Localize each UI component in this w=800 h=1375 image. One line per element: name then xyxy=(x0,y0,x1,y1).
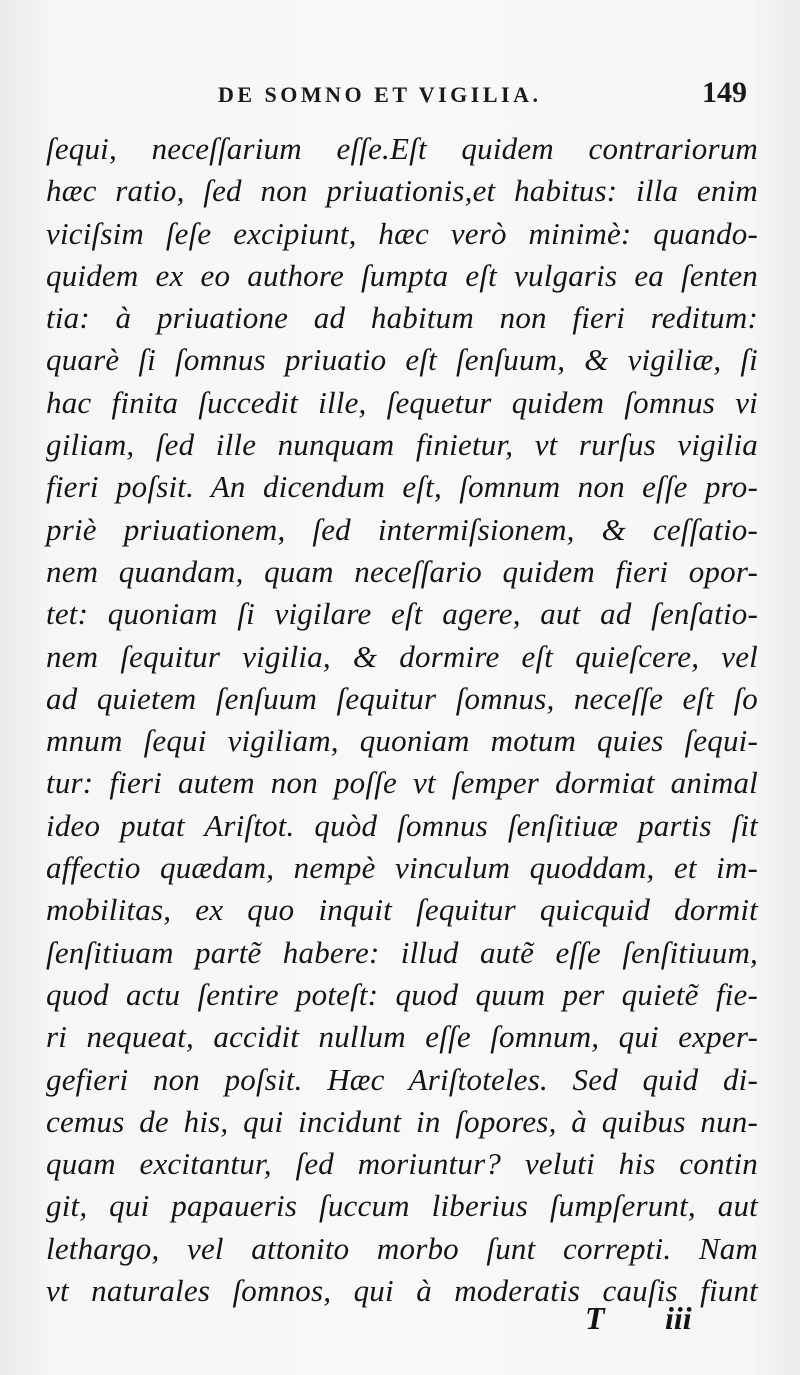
text-line: ſequi, neceſſarium eſſe.Eſt quidem contrariorum xyxy=(46,131,758,166)
signature-number: iii xyxy=(665,1300,692,1336)
signature-line xyxy=(0,1300,800,1350)
text-line: hac finita ſuccedit ille, ſequetur quidem ſomnus vi xyxy=(46,384,758,420)
signature-mark: T xyxy=(585,1300,605,1336)
text-line: mobilitas, ex quo inquit ſequitur quicquid dormit xyxy=(46,892,758,928)
text-line: affectio quædam, nempè vinculum quoddam, et im- xyxy=(46,850,758,886)
text-line: git, qui papaueris ſuccum liberius ſumpſerunt, aut xyxy=(46,1188,758,1224)
text-line: quidem ex eo authore ſumpta eſt vulgaris ea ſenten xyxy=(46,257,758,293)
body-text xyxy=(46,128,758,1312)
text-line: tet: quoniam ſi vigilare eſt agere, aut ad ſenſatio- xyxy=(46,596,758,632)
text-line: ri nequeat, accidit nullum eſſe ſomnum, qui exper- xyxy=(46,1019,758,1055)
text-line: lethargo, vel attonito morbo ſunt correpti. Nam xyxy=(46,1230,758,1266)
text-line: giliam, ſed ille nunquam finietur, vt rurſus vigilia xyxy=(46,427,758,463)
text-line: gefieri non poſsit. Hæc Ariſtoteles. Sed quid di- xyxy=(46,1061,758,1097)
text-line: tur: fieri autem non poſſe vt ſemper dormiat animal xyxy=(46,765,758,801)
running-head xyxy=(0,76,800,116)
text-line: quarè ſi ſomnus priuatio eſt ſenſuum, & vigiliæ, ſi xyxy=(46,342,758,378)
text-line: nem ſequitur vigilia, & dormire eſt quieſcere, vel xyxy=(46,638,758,674)
text-line: priè priuationem, ſed intermiſsionem, & ceſſatio- xyxy=(46,511,758,547)
text-line: ſenſitiuam partẽ habere: illud autẽ eſſe ſenſitiuum, xyxy=(46,934,758,970)
text-line: cemus de his, qui incidunt in ſopores, à quibus nun- xyxy=(46,1103,758,1139)
text-line: quod actu ſentire poteſt: quod quum per quietẽ fie- xyxy=(46,976,758,1012)
text-line: ad quietem ſenſuum ſequitur ſomnus, neceſſe eſt ſo xyxy=(46,680,758,716)
text-line: viciſsim ſeſe excipiunt, hæc verò minimè: quando- xyxy=(46,215,758,251)
text-line: tia: à priuatione ad habitum non fieri reditum: xyxy=(46,300,758,336)
text-line: vt naturales ſomnos, qui à moderatis cauſis fiunt xyxy=(46,1273,758,1309)
text-line: fieri poſsit. An dicendum eſt, ſomnum non eſſe pro- xyxy=(46,469,758,505)
text-line: quam excitantur, ſed moriuntur? veluti his contin xyxy=(46,1146,758,1182)
page-number: 149 xyxy=(702,76,747,109)
text-line: mnum ſequi vigiliam, quoniam motum quies ſequi- xyxy=(46,723,758,759)
text-line: ideo putat Ariſtot. quòd ſomnus ſenſitiuæ partis ſit xyxy=(46,807,758,843)
text-line: nem quandam, quam neceſſario quidem fieri opor- xyxy=(46,553,758,589)
running-title: DE SOMNO ET VIGILIA. xyxy=(218,82,542,107)
text-line: hæc ratio, ſed non priuationis,et habitus: illa enim xyxy=(46,173,758,209)
